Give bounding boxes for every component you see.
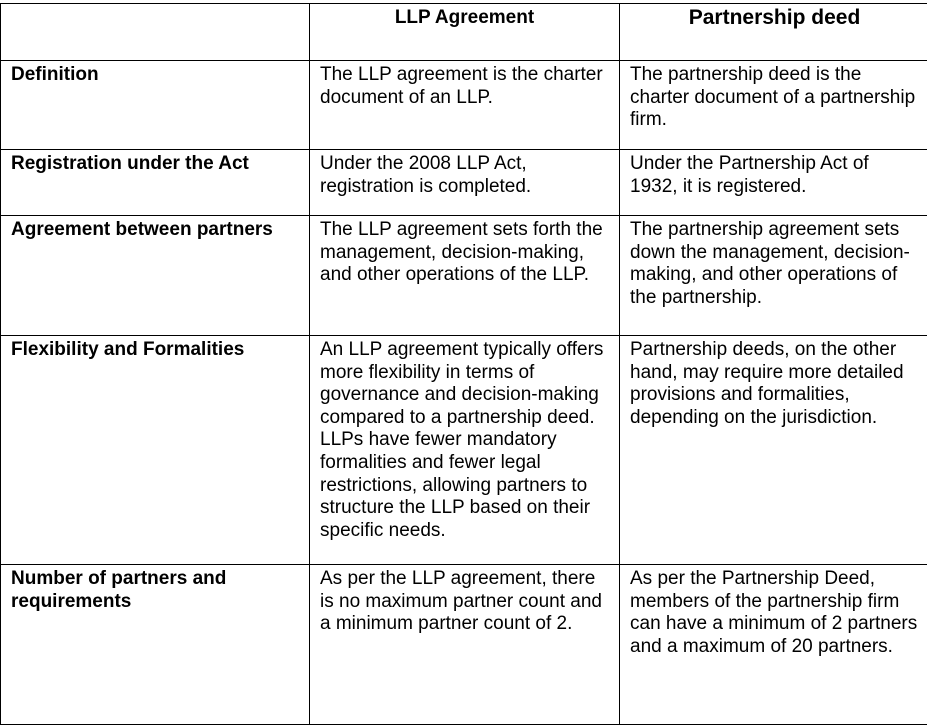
deed-cell: The partnership agreement sets down the management, decision-making, and other operations of the partnership. (620, 216, 927, 336)
table-row (1, 565, 927, 725)
row-label: Flexibility and Formalities (1, 336, 310, 565)
table-row (1, 150, 927, 216)
header-row (1, 4, 927, 61)
llp-cell: As per the LLP agreement, there is no maximum partner count and a minimum partner count of 2. (310, 565, 620, 725)
row-label: Agreement between partners (1, 216, 310, 336)
header-cell-empty (1, 4, 310, 61)
row-label: Registration under the Act (1, 150, 310, 216)
table-row (1, 216, 927, 336)
table-row (1, 336, 927, 565)
comparison-table (0, 3, 927, 725)
llp-cell: The LLP agreement is the charter document of an LLP. (310, 61, 620, 150)
header-llp-agreement: LLP Agreement (310, 4, 620, 61)
llp-cell: The LLP agreement sets forth the management, decision-making, and other operations of the LLP. (310, 216, 620, 336)
deed-cell: As per the Partnership Deed, members of the partnership firm can have a minimum of 2 partners and a maximum of 20 partners. (620, 565, 927, 725)
header-partnership-deed: Partnership deed (620, 4, 927, 61)
deed-cell: The partnership deed is the charter document of a partnership firm. (620, 61, 927, 150)
llp-cell: An LLP agreement typically offers more flexibility in terms of governance and decision-making compared to a partnership deed. LLPs have fewer mandatory formalities and fewer legal restrictions, allowing partners to structure the LLP based on their specific needs. (310, 336, 620, 565)
row-label: Number of partners and requirements (1, 565, 310, 725)
llp-cell: Under the 2008 LLP Act, registration is completed. (310, 150, 620, 216)
deed-cell: Partnership deeds, on the other hand, may require more detailed provisions and formalities, depending on the jurisdiction. (620, 336, 927, 565)
row-label: Definition (1, 61, 310, 150)
table-row (1, 61, 927, 150)
deed-cell: Under the Partnership Act of 1932, it is registered. (620, 150, 927, 216)
